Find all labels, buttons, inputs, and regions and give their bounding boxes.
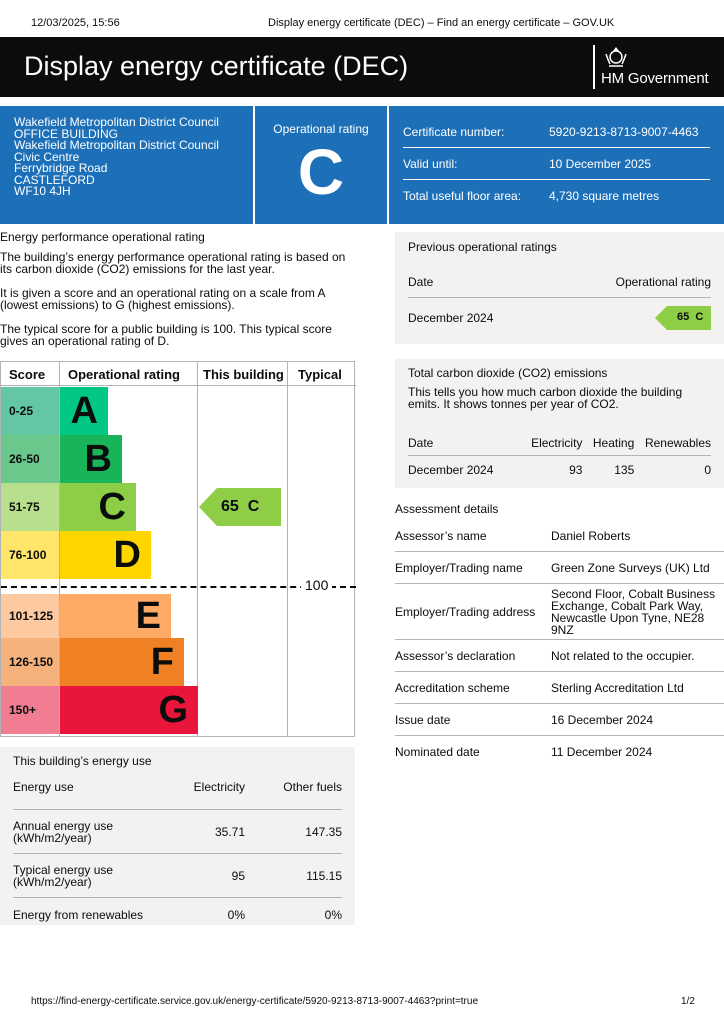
column-divider xyxy=(197,362,198,736)
band-score-range: 150+ xyxy=(1,686,59,734)
column-header: Date xyxy=(408,274,434,289)
co2-renewables: 0 xyxy=(704,463,711,477)
previous-date: December 2024 xyxy=(408,311,494,325)
row-label: Typical energy use (kWh/m2/year) xyxy=(13,862,114,889)
electricity-value: 95 xyxy=(231,868,245,883)
assessment-row xyxy=(395,520,724,552)
column-header: Heating xyxy=(592,435,635,450)
scale-header xyxy=(1,362,356,386)
typical-header: Typical xyxy=(298,367,342,382)
table-row xyxy=(408,456,711,484)
floor-area-value: 4,730 square metres xyxy=(549,189,660,203)
typical-score: 100 xyxy=(301,577,332,593)
row-label: Accreditation scheme xyxy=(395,680,510,695)
band-score-range: 76-100 xyxy=(1,531,59,579)
this-building-score: 65 xyxy=(221,498,239,515)
assessment-row xyxy=(395,704,724,736)
assessment-row xyxy=(395,640,724,672)
row-value: Daniel Roberts xyxy=(551,528,631,543)
operational-rating-letter: C xyxy=(297,136,345,208)
this-building-score-label xyxy=(221,498,259,516)
assessment-row xyxy=(395,584,724,640)
row-label: Assessor’s declaration xyxy=(395,648,516,663)
address-line: Ferrybridge Road xyxy=(14,161,108,175)
operational-rating-box xyxy=(255,106,387,224)
row-label: Total useful floor area: xyxy=(403,189,522,203)
co2-header-row xyxy=(408,430,711,456)
row-label: Certificate number: xyxy=(403,124,505,139)
certificate-number-row xyxy=(403,116,710,148)
row-label: Issue date xyxy=(395,712,451,727)
this-building-letter: C xyxy=(247,498,260,515)
column-header: Renewables xyxy=(644,435,711,450)
band-bar-a: A xyxy=(60,387,108,435)
row-label: Nominated date xyxy=(395,745,480,759)
print-page-title: Display energy certificate (DEC) – Find an energy certificate – GOV.UK xyxy=(268,17,615,29)
hm-government-text: HM Government xyxy=(601,70,709,87)
page-title: Display energy certificate (DEC) xyxy=(24,51,409,81)
row-value: 11 December 2024 xyxy=(551,745,653,759)
print-url: https://find-energy-certificate.service.gov.uk/energy-certificate/5920-9213-8713-9007-4463?print=true xyxy=(31,996,479,1007)
co2-electricity: 93 xyxy=(569,463,583,477)
table-row xyxy=(13,810,342,854)
table-row xyxy=(408,298,711,338)
table-row xyxy=(13,898,342,932)
section-heading: Energy performance operational rating xyxy=(0,230,205,244)
assessment-details xyxy=(395,496,724,768)
row-label: Energy from renewables xyxy=(13,908,144,922)
row-value: Sterling Accreditation Ltd xyxy=(551,680,684,695)
previous-header-row xyxy=(408,266,711,298)
panel-title: Assessment details xyxy=(395,502,499,516)
band-score-range: 101-125 xyxy=(1,594,59,638)
band-score-range: 26-50 xyxy=(1,435,59,483)
hm-government-logo xyxy=(593,45,718,89)
band-bar-e: E xyxy=(60,594,171,638)
panel-title: This building’s energy use xyxy=(13,754,152,768)
building-address xyxy=(0,106,253,224)
previous-rating-arrow xyxy=(655,306,711,330)
address-line: Wakefield Metropolitan District Council xyxy=(14,138,219,152)
other-fuels-value: 115.15 xyxy=(306,868,342,883)
this-building-header: This building xyxy=(203,367,284,382)
operational-rating-label: Operational rating xyxy=(273,122,369,136)
valid-until-date: 10 December 2025 xyxy=(549,156,652,171)
certificate-number: 5920-9213-8713-9007-4463 xyxy=(549,124,699,139)
row-value: Green Zone Surveys (UK) Ltd xyxy=(551,560,710,575)
band-score-range: 126-150 xyxy=(1,638,59,686)
previous-ratings-panel xyxy=(395,232,724,344)
co2-date: December 2024 xyxy=(408,463,494,477)
address-line: Wakefield Metropolitan District Council xyxy=(14,115,219,129)
row-value: Second Floor, Cobalt Business Exchange, Cobalt Park Way, Newcastle Upon Tyne, NE28 9NZ xyxy=(551,586,716,637)
band-bar-d: D xyxy=(60,531,151,579)
paragraph: The building’s energy performance operational rating is based on its carbon dioxide (CO2) emissions for the last year. xyxy=(0,250,346,276)
panel-description: This tells you how much carbon dioxide the building emits. It shows tonnes per year of CO2. xyxy=(408,385,683,411)
band-score-range: 0-25 xyxy=(1,387,59,435)
co2-heating: 135 xyxy=(614,463,635,477)
rating-header: Operational rating xyxy=(68,367,180,382)
column-header: Other fuels xyxy=(283,780,342,794)
print-datetime: 12/03/2025, 15:56 xyxy=(31,17,120,29)
band-bar-g: G xyxy=(60,686,198,734)
energy-use-panel xyxy=(0,747,355,925)
address-line: Civic Centre xyxy=(14,149,80,164)
column-header: Electricity xyxy=(193,780,245,794)
valid-until-row xyxy=(403,148,710,180)
floor-area-row xyxy=(403,180,710,212)
band-score-range: 51-75 xyxy=(1,483,59,531)
row-label: Assessor’s name xyxy=(395,528,487,543)
row-value: 16 December 2024 xyxy=(551,712,654,727)
row-label: Employer/Trading name xyxy=(395,560,523,575)
title-banner xyxy=(0,37,724,97)
assessment-row xyxy=(395,736,724,768)
panel-title: Total carbon dioxide (CO2) emissions xyxy=(408,366,608,380)
certificate-details xyxy=(389,106,724,224)
paragraph: It is given a score and an operational rating on a scale from A (lowest emissions) to G (highest emissions). xyxy=(0,286,325,312)
column-header: Energy use xyxy=(13,780,74,794)
co2-emissions-panel xyxy=(395,359,724,488)
panel-title: Previous operational ratings xyxy=(408,240,557,254)
column-header: Electricity xyxy=(531,435,583,450)
print-page-number: 1/2 xyxy=(681,996,695,1007)
electricity-value: 0% xyxy=(227,908,245,922)
address-line: WF10 4JH xyxy=(14,184,71,198)
previous-rating-value: 65 C xyxy=(677,311,704,323)
address-line: OFFICE BUILDING xyxy=(14,126,119,141)
assessment-row xyxy=(395,552,724,584)
column-header: Date xyxy=(408,435,434,450)
table-row xyxy=(13,854,342,898)
energy-use-header-row xyxy=(13,780,342,810)
row-label: Employer/Trading address xyxy=(395,604,536,619)
band-bar-f: F xyxy=(60,638,184,686)
electricity-value: 35.71 xyxy=(214,824,245,839)
row-label: Valid until: xyxy=(403,156,458,171)
row-label: Annual energy use (kWh/m2/year) xyxy=(13,818,114,845)
rating-scale-table xyxy=(0,361,355,737)
other-fuels-value: 0% xyxy=(324,908,342,922)
rating-explanation xyxy=(0,231,355,359)
paragraph: The typical score for a public building is 100. This typical score gives an operational rating of D. xyxy=(0,322,332,348)
column-divider xyxy=(287,362,288,736)
row-value: Not related to the occupier. xyxy=(551,648,695,663)
band-bar-c: C xyxy=(60,483,136,531)
royal-crest-icon xyxy=(603,46,629,68)
other-fuels-value: 147.35 xyxy=(305,824,342,839)
assessment-row xyxy=(395,672,724,704)
column-header: Operational rating xyxy=(615,274,711,289)
address-line: CASTLEFORD xyxy=(14,172,95,187)
band-bar-b: B xyxy=(60,435,122,483)
this-building-rating-arrow xyxy=(199,488,281,526)
score-header: Score xyxy=(9,367,46,382)
